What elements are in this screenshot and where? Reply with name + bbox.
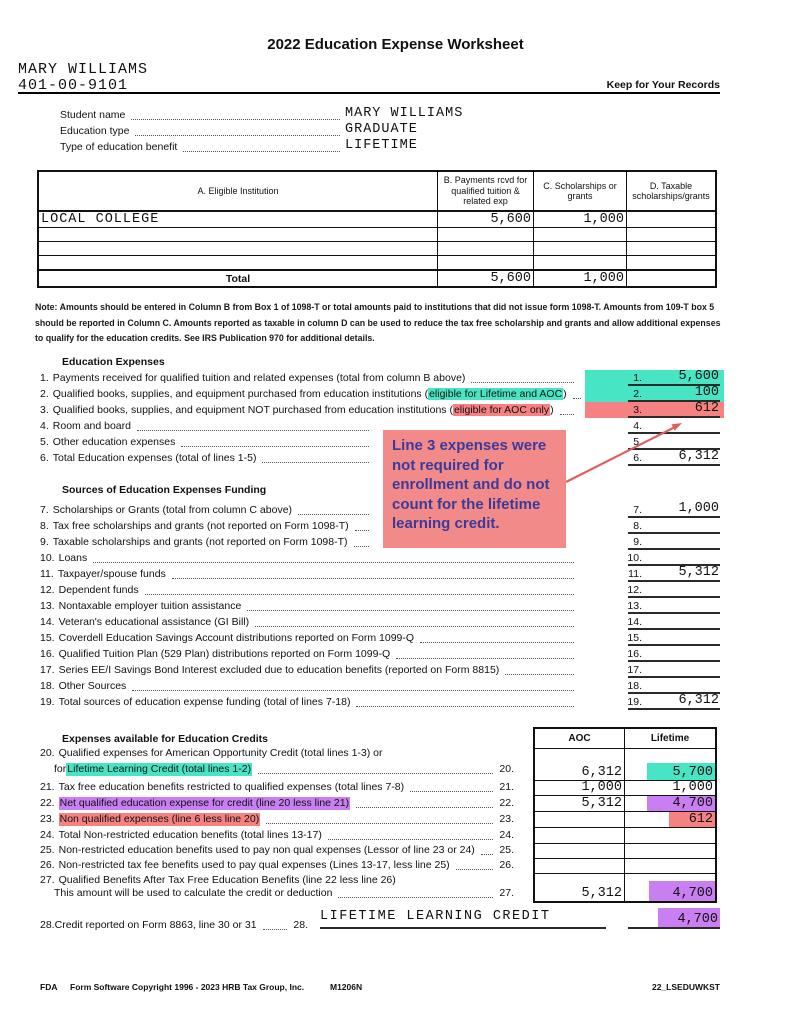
student-name-value: MARY WILLIAMS — [345, 106, 464, 121]
line-7-value: 1,000 — [628, 501, 720, 518]
dotted-leader — [505, 674, 574, 675]
line-23-lifetime: 612 — [669, 812, 715, 827]
line-7: 7. Scholarships or Grants (total from column C above) 7. 1,000 — [40, 501, 719, 516]
annotation-callout: Line 3 expenses were not required for enrollment and do not count for the lifetime learning credit. — [383, 430, 566, 548]
dotted-leader — [338, 897, 493, 898]
line-9: 9. Taxable scholarships and grants (not reported on Form 1098-T) 9. — [40, 534, 724, 550]
line-12-value — [628, 581, 720, 598]
payments-value: 5,600 — [490, 212, 531, 227]
credits-row-20 — [535, 749, 715, 781]
dotted-leader — [471, 382, 574, 383]
line-8-label: Tax free scholarships and grants (not reported on Form 1098-T) — [52, 520, 349, 532]
line-28-label: 28. Credit reported on Form 8863, line 30 or 31 28. — [40, 919, 308, 931]
dotted-leader — [247, 610, 574, 611]
line-28-credit-type: LIFETIME LEARNING CREDIT — [320, 909, 606, 929]
credits-row-25 — [535, 844, 715, 859]
line-15-value — [628, 629, 720, 646]
institution-row — [39, 212, 715, 228]
footer-copyright: Form Software Copyright 1996 - 2023 HRB Tax Group, Inc. — [70, 982, 305, 992]
line-24-label: 24. Total Non-restricted education benefits (total lines 13-17) 24. — [40, 829, 514, 841]
institution-table — [37, 170, 717, 288]
line-5-label: Other education expenses — [52, 436, 176, 448]
dotted-leader — [355, 530, 369, 531]
line-2-value: 100 — [628, 385, 720, 402]
dotted-leader — [356, 706, 574, 707]
credits-row-26 — [535, 859, 715, 874]
line-15-label: Coverdell Education Savings Account distributions reported on Form 1099-Q — [58, 632, 415, 644]
line-13-label: Nontaxable employer tuition assistance — [58, 600, 242, 612]
dotted-leader — [262, 462, 369, 463]
dotted-leader — [298, 514, 369, 515]
dotted-leader — [456, 869, 494, 870]
line-7-label: Scholarships or Grants (total from column C above) — [52, 504, 293, 516]
line-21-label: 21. Tax free education benefits restricted to qualified expenses (total lines 7-8) 21. — [40, 781, 514, 793]
dotted-leader — [396, 658, 574, 659]
line-26-label: 26. Non-restricted tax fee benefits used to pay qual expenses (Lines 13-17, less line 25) 26. — [40, 859, 514, 871]
line-3-value: 612 — [628, 401, 720, 418]
dotted-leader — [132, 690, 574, 691]
line-14: 14. Veteran's educational assistance (GI Bill) 14. — [40, 614, 724, 630]
footnote: Note: Amounts should be entered in Column B from Box 1 of 1098-T or total amounts paid to institutions that did not issue form 1098-T. Amounts from 109-T box 5 should be reported in Column C. Amounts reported as taxable in column D can be used to reduce the tax free scholarship and grants and allow additional expenses to qualify for the education credits. See IRS Publication 970 for additional details. — [35, 302, 721, 343]
line-1-value: 5,600 — [628, 369, 720, 386]
line-9-label: Taxable scholarships and grants (not reported on Form 1098-T) — [52, 536, 348, 548]
page-title: 2022 Education Expense Worksheet — [267, 36, 524, 53]
line-27-aoc: 5,312 — [581, 886, 622, 901]
dotted-leader — [263, 929, 288, 930]
line-6-label: Total Education expenses (total of lines 1-5) — [52, 452, 257, 464]
benefit-type-value: LIFETIME — [345, 138, 418, 153]
footer-worksheet-id: 22_LSEDUWKST — [651, 982, 720, 992]
col-eligible-institution: A. Eligible Institution — [197, 185, 279, 196]
line-17: 17. Series EE/I Savings Bond Interest excluded due to education benefits (reported on Form 8815) 17. — [40, 662, 724, 678]
header-rule — [18, 92, 720, 94]
line-20-lifetime: 5,700 — [647, 763, 715, 780]
line-21-aoc: 1,000 — [581, 780, 622, 795]
annotation-arrow — [560, 414, 692, 488]
line-3-label: Qualified books, supplies, and equipment NOT purchased from education institutions (eligible for AOC only) — [52, 404, 554, 416]
line-10: 10. Loans 10. — [40, 550, 724, 566]
dotted-leader — [410, 791, 493, 792]
line-15: 15. Coverdell Education Savings Account distributions reported on Form 1099-Q 15. — [40, 630, 724, 646]
dotted-leader — [356, 807, 493, 808]
line-18: 18. Other Sources 18. — [40, 678, 724, 694]
dotted-leader — [266, 823, 493, 824]
line-19: 19. Total sources of education expense funding (total of lines 7-18) 19. 6,312 — [40, 693, 719, 708]
line-17-label: Series EE/I Savings Bond Interest excluded due to education benefits (reported on Form 8815) — [58, 664, 500, 676]
student-name-row — [60, 106, 500, 122]
line-2: 2. Qualified books, supplies, and equipment purchased from education institutions (eligible for Lifetime and AOC) 2. 100 — [40, 386, 724, 402]
credits-table — [533, 727, 717, 903]
line-2-label: Qualified books, supplies, and equipment purchased from education institutions (eligible for Lifetime and AOC) — [52, 388, 567, 400]
education-type-row — [60, 122, 500, 138]
line-27-label-2: This amount will be used to calculate the credit or deduction 27. — [54, 887, 514, 899]
dotted-leader — [137, 430, 369, 431]
col-payments: B. Payments rcvd for qualified tuition & related exp — [437, 172, 533, 210]
col-aoc: AOC — [535, 729, 625, 748]
dotted-leader — [135, 135, 340, 136]
line-20-label-1: 20. Qualified expenses for American Opportunity Credit (total lines 1-3) or — [40, 747, 383, 759]
student-name-label: Student name — [60, 109, 126, 121]
line-20-label-2: for Lifetime Learning Credit (total lines 1-2) 20. — [54, 763, 514, 775]
dotted-leader — [93, 562, 574, 563]
line-4-label: Room and board — [52, 420, 131, 432]
dotted-leader — [328, 839, 494, 840]
line-19-value: 6,312 — [628, 693, 720, 710]
credits-row-23 — [535, 812, 715, 828]
line-18-label: Other Sources — [58, 680, 127, 692]
credits-table-header — [535, 729, 715, 749]
line-13: 13. Nontaxable employer tuition assistance 13. — [40, 598, 724, 614]
dotted-leader — [481, 854, 494, 855]
line-11-label: Taxpayer/spouse funds — [57, 568, 166, 580]
section-credits: Expenses available for Education Credits — [62, 733, 268, 745]
institution-table-header — [39, 172, 715, 212]
dotted-leader — [354, 546, 370, 547]
credits-row-27 — [535, 874, 715, 901]
line-20-aoc: 6,312 — [581, 765, 622, 780]
line-14-value — [628, 613, 720, 630]
total-payments: 5,600 — [490, 271, 531, 286]
credits-row-21 — [535, 781, 715, 796]
line-19-label: Total sources of education expense funding (total of lines 7-18) — [58, 696, 351, 708]
col-lifetime: Lifetime — [650, 733, 690, 744]
keep-for-records-label: Keep for Your Records — [606, 79, 720, 91]
line-16: 16. Qualified Tuition Plan (529 Plan) distributions reported on Form 1099-Q 16. — [40, 646, 724, 662]
benefit-type-label: Type of education benefit — [60, 141, 178, 153]
line-22-label: 22. Net qualified education expense for credit (line 20 less line 21) 22. — [40, 797, 514, 809]
line-18-value — [628, 677, 720, 694]
line-13-value — [628, 597, 720, 614]
credits-row-22 — [535, 796, 715, 812]
line-8: 8. Tax free scholarships and grants (not reported on Form 1098-T) 8. — [40, 518, 724, 534]
scholarships-value: 1,000 — [583, 212, 624, 227]
line-5: 5. Other education expenses 5. — [40, 434, 724, 450]
col-taxable: D. Taxable scholarships/grants — [626, 172, 715, 210]
line-23-label: 23. Non qualified expenses (line 6 less line 20) 23. — [40, 813, 514, 825]
total-scholarships: 1,000 — [583, 271, 624, 286]
dotted-leader — [420, 642, 574, 643]
line-10-value — [628, 549, 720, 566]
dotted-leader — [131, 119, 340, 120]
taxpayer-ssn: 401-00-9101 — [18, 77, 129, 94]
line-6: 6. Total Education expenses (total of lines 1-5) 6. 6,312 — [40, 449, 719, 464]
footer-fda: FDA — [40, 982, 58, 992]
line-11-value: 5,312 — [628, 565, 720, 582]
line-22-aoc: 5,312 — [581, 796, 622, 811]
institution-row-empty — [39, 256, 715, 270]
credits-row-24 — [535, 828, 715, 844]
education-type-label: Education type — [60, 125, 130, 137]
total-label: Total — [225, 272, 251, 285]
line-4: 4. Room and board 4. — [40, 418, 724, 434]
benefit-type-row — [60, 138, 500, 154]
dotted-leader — [573, 398, 581, 399]
dotted-leader — [181, 446, 369, 447]
line-21-lifetime: 1,000 — [672, 780, 713, 795]
institution-total-row — [39, 270, 715, 286]
section-education-expenses: Education Expenses — [62, 356, 165, 368]
dotted-leader — [145, 594, 574, 595]
line-3: 3. Qualified books, supplies, and equipment NOT purchased from education institutions (eligible for AOC only) 3. 612 — [40, 402, 724, 418]
line-27-lifetime: 4,700 — [649, 881, 715, 901]
footer-form-code: M1206N — [330, 982, 363, 992]
line-6-value: 6,312 — [628, 449, 720, 466]
dotted-leader — [255, 626, 574, 627]
line-22-lifetime: 4,700 — [647, 796, 715, 811]
section-funding: Sources of Education Expenses Funding — [62, 484, 267, 496]
line-12: 12. Dependent funds 12. — [40, 582, 724, 598]
line-16-label: Qualified Tuition Plan (529 Plan) distributions reported on Form 1099-Q — [58, 648, 391, 660]
line-1-label: Payments received for qualified tuition and related expenses (total from column B above) — [52, 372, 466, 384]
funding-lines — [40, 502, 724, 710]
dotted-leader — [172, 578, 574, 579]
line-14-label: Veteran's educational assistance (GI Bill) — [58, 616, 250, 628]
line-16-value — [628, 645, 720, 662]
line-25-label: 25. Non-restricted education benefits used to pay non qual expenses (Lessor of line 23 or 24) 25. — [40, 844, 514, 856]
line-1: 1. Payments received for qualified tuition and related expenses (total from column B above) 1. 5,600 — [40, 370, 724, 386]
line-27-label-1: 27. Qualified Benefits After Tax Free Education Benefits (line 22 less line 26) — [40, 874, 396, 886]
line-9-value — [628, 533, 720, 550]
institution-row-empty — [39, 242, 715, 256]
institution-name: LOCAL COLLEGE — [41, 212, 160, 227]
line-10-label: Loans — [58, 552, 88, 564]
line-11: 11. Taxpayer/spouse funds 11. 5,312 — [40, 565, 719, 580]
dotted-leader — [258, 773, 493, 774]
dotted-leader — [183, 151, 340, 152]
line-8-value — [628, 517, 720, 534]
education-type-value: GRADUATE — [345, 122, 418, 137]
line-17-value — [628, 661, 720, 678]
line-12-label: Dependent funds — [58, 584, 139, 596]
page-footer — [40, 980, 720, 992]
institution-row-empty — [39, 228, 715, 242]
taxpayer-name: MARY WILLIAMS — [18, 61, 149, 78]
line-28-amount: 4,700 — [628, 908, 720, 929]
col-scholarships: C. Scholarships or grants — [533, 172, 626, 210]
